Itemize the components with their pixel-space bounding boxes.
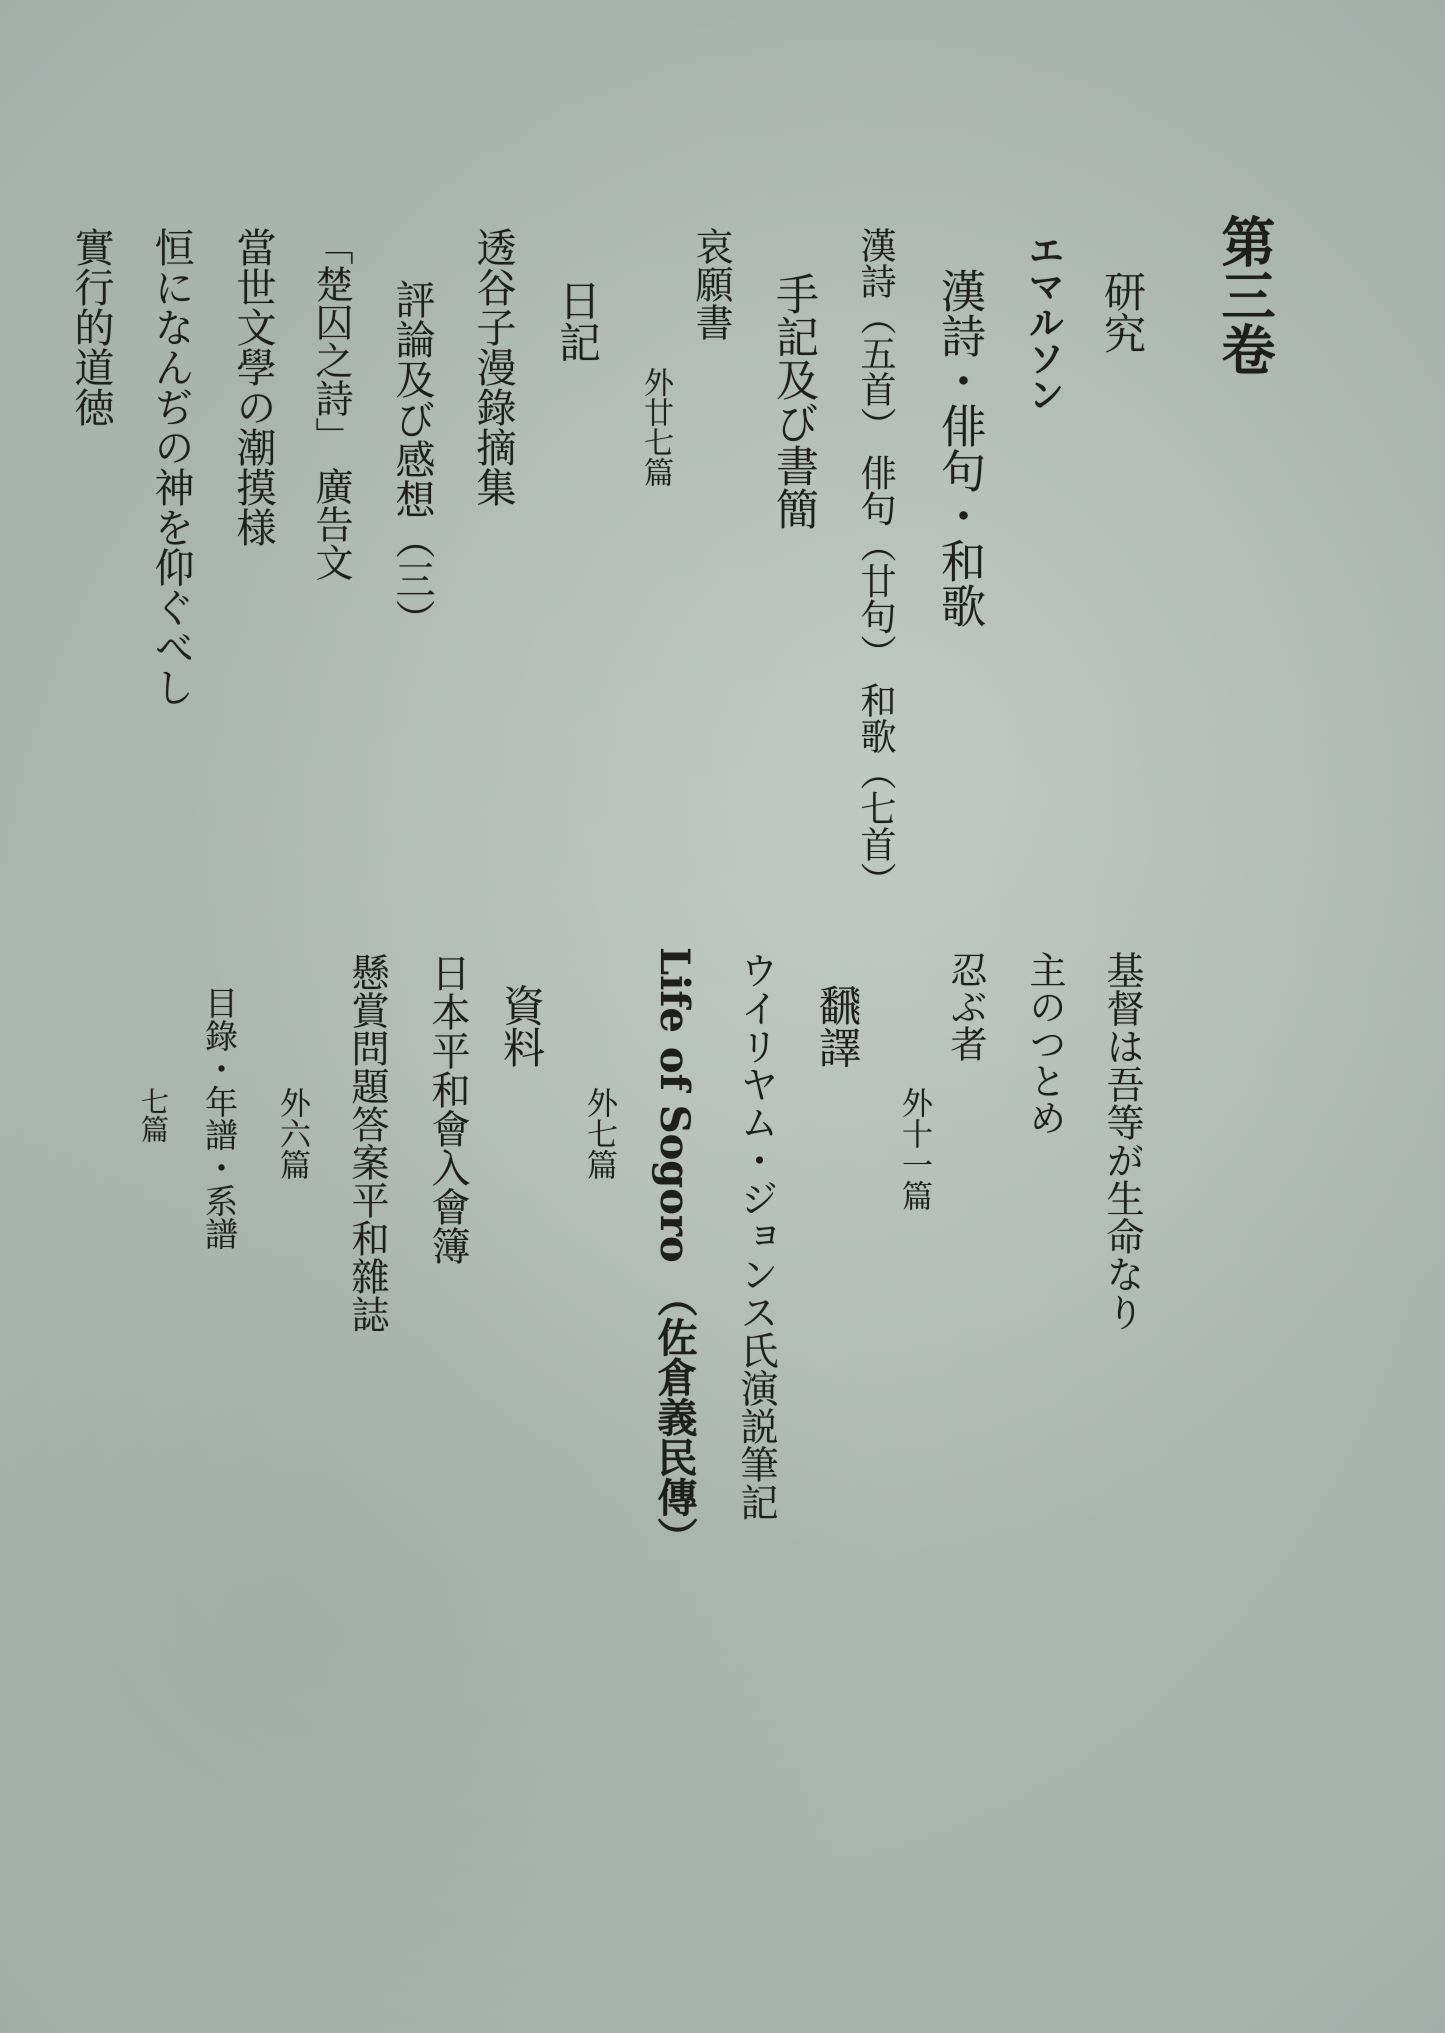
toc-entry: 目錄・年譜・系譜 [200,986,239,1250]
additional-pieces-note: 外廿七篇 [638,367,673,487]
toc-entry: 「楚囚之詩」 廣告文 [309,227,353,582]
toc-entry: 當世文學の潮摸様 [230,227,276,547]
section-heading-notes-letters: 手記及び書簡 [769,272,819,530]
toc-entry: 漢詩（五首） 俳句（廿句） 和歌（七首） [855,227,896,898]
additional-pieces-note: 七篇 [137,1087,170,1143]
section-heading-essays: 評論及び感想（三） [389,279,435,639]
toc-entry: 主のつとめ [1023,951,1066,1136]
toc-entry: 恒になんぢの神を仰ぐべし [148,227,194,707]
toc-entry: 日本平和會入會簿 [425,953,470,1265]
toc-entry: 哀願書 [689,227,733,341]
section-heading-materials: 資料 [497,984,546,1068]
toc-entry: ウイリヤム・ジョンス氏演説筆記 [734,951,778,1521]
toc-entry: エマルソン [1023,232,1065,412]
toc-entry: 忍ぶ者 [944,951,987,1062]
section-heading-diary: 日記 [553,279,602,363]
toc-entry: 透谷子漫錄摘集 [470,227,516,507]
section-heading-translation: 飜譯 [813,984,862,1068]
toc-entry: Life of Sogoro （佐倉義民傳） [651,947,698,1557]
toc-entry: 基督は吾等が生命なり [1100,951,1144,1331]
section-heading-poetry: 漢詩・俳句・和歌 [933,268,986,628]
additional-pieces-note: 外十一篇 [896,1087,932,1211]
volume-title: 第三卷 [1213,214,1277,376]
additional-pieces-note: 外六篇 [274,1087,310,1180]
toc-entry: 實行的道徳 [68,227,114,427]
additional-pieces-note: 外七篇 [581,1087,617,1180]
section-heading-research: 研究 [1098,270,1147,354]
toc-entry: 懸賞問題答案平和雜誌 [345,953,389,1333]
